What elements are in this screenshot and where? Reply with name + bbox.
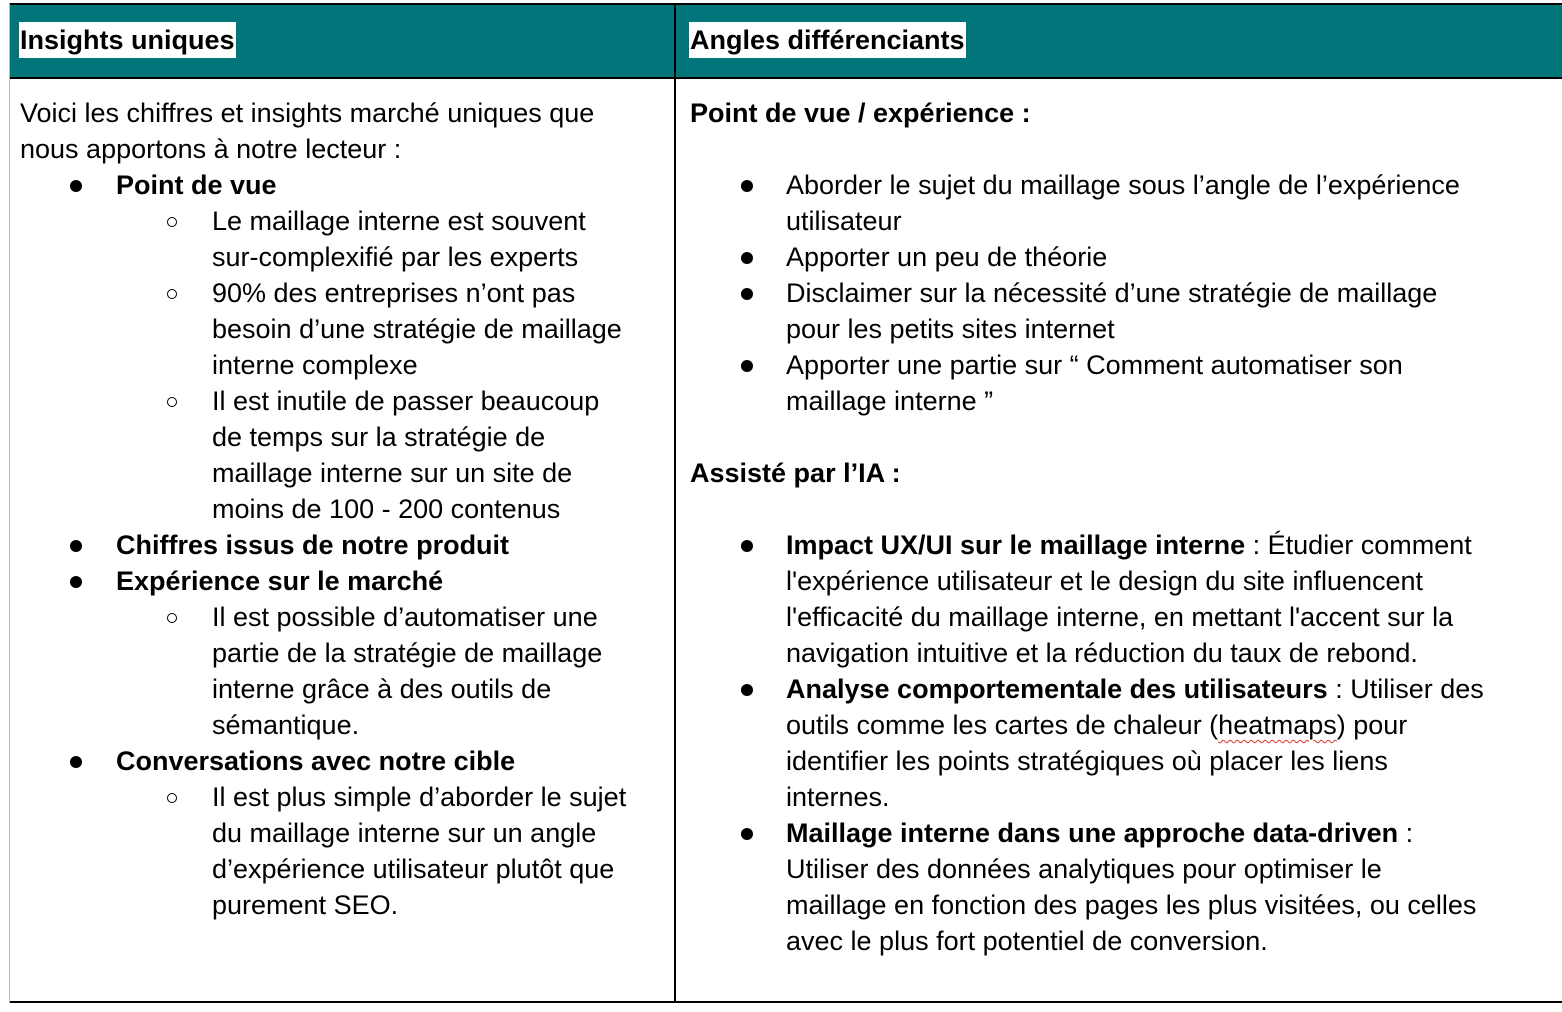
sub-item-line: besoin d’une stratégie de maillage: [212, 314, 622, 344]
bullet-icon: [741, 540, 753, 552]
bullet-icon: [70, 576, 82, 588]
item-bold-label: Analyse comportementale des utilisateurs: [786, 674, 1328, 704]
sub-item-line: moins de 100 - 200 contenus: [212, 494, 561, 524]
sub-item-line: d’expérience utilisateur plutôt que: [212, 854, 615, 884]
table-border-top: [9, 3, 1562, 5]
list-item-line: [786, 527, 1472, 563]
list-item-line: pour les petits sites internet: [786, 314, 1115, 344]
bullet-icon: [70, 756, 82, 768]
list-item-line: Aborder le sujet du maillage sous l’angle de l’expérience: [786, 170, 1460, 200]
list-item-line: internes.: [786, 782, 890, 812]
list-item-line: Apporter une partie sur “ Comment automatiser son: [786, 350, 1403, 380]
list-item-chiffres: Chiffres issus de notre produit: [116, 530, 510, 560]
bullet-icon: [741, 288, 753, 300]
section-title-point-de-vue: Point de vue / expérience :: [690, 98, 1031, 128]
bullet-icon: [70, 180, 82, 192]
bullet-icon: [741, 252, 753, 264]
sub-item-line: maillage interne sur un site de: [212, 458, 573, 488]
cell-angles-differenciants: [676, 79, 1562, 1001]
list-item-line: navigation intuitive et la réduction du taux de rebond.: [786, 638, 1418, 668]
list-item-line: Apporter un peu de théorie: [786, 242, 1108, 272]
spellcheck-word[interactable]: heatmaps: [1218, 710, 1337, 740]
item-text: :: [1398, 818, 1414, 848]
bullet-icon: [741, 180, 753, 192]
list-item-line: [786, 671, 1484, 707]
sub-item-line: sur-complexifié par les experts: [212, 242, 579, 272]
list-item-line: Utiliser des données analytiques pour optimiser le: [786, 854, 1382, 884]
item-text: outils comme les cartes de chaleur (: [786, 710, 1219, 740]
sub-item-line: 90% des entreprises n’ont pas: [212, 278, 576, 308]
bullet-icon: [70, 540, 82, 552]
sub-item-line: purement SEO.: [212, 890, 399, 920]
intro-line-2: nous apportons à notre lecteur :: [20, 134, 402, 164]
header-cell-insights: [9, 3, 675, 78]
cell-insights-uniques: [10, 79, 674, 1001]
item-text: : Étudier comment: [1245, 530, 1472, 560]
sub-item-line: partie de la stratégie de maillage: [212, 638, 603, 668]
item-text: : Utiliser des: [1327, 674, 1484, 704]
list-item-experience-marche: Expérience sur le marché: [116, 566, 444, 596]
list-item-line: avec le plus fort potentiel de conversion.: [786, 926, 1268, 956]
list-item-line: maillage en fonction des pages les plus visitées, ou celles: [786, 890, 1477, 920]
list-item-line: l'expérience utilisateur et le design du site influencent: [786, 566, 1424, 596]
header-insights-uniques: Insights uniques: [19, 22, 236, 58]
bullet-icon: [741, 360, 753, 372]
sub-item-line: Il est possible d’automatiser une: [212, 602, 598, 632]
circle-bullet-icon: [167, 217, 177, 227]
table-border-bottom: [9, 1001, 1562, 1003]
circle-bullet-icon: [167, 793, 177, 803]
list-item-line: maillage interne ”: [786, 386, 994, 416]
list-item-conversations: Conversations avec notre cible: [116, 746, 516, 776]
sub-item-line: de temps sur la stratégie de: [212, 422, 546, 452]
sub-item-line: Il est inutile de passer beaucoup: [212, 386, 600, 416]
list-item-line: [786, 707, 1407, 743]
bullet-icon: [741, 828, 753, 840]
list-item-line: Disclaimer sur la nécessité d’une stratégie de maillage: [786, 278, 1438, 308]
circle-bullet-icon: [167, 289, 177, 299]
section-title-assiste-ia: Assisté par l’IA :: [690, 458, 901, 488]
list-item-line: utilisateur: [786, 206, 902, 236]
bullet-icon: [741, 684, 753, 696]
header-cell-angles: [675, 3, 1562, 78]
sub-item-line: interne complexe: [212, 350, 418, 380]
header-angles-differenciants: Angles différenciants: [689, 22, 966, 58]
item-bold-label: Impact UX/UI sur le maillage interne: [786, 530, 1246, 560]
item-text: ) pour: [1336, 710, 1408, 740]
list-item-line: [786, 815, 1413, 851]
intro-line-1: Voici les chiffres et insights marché uniques que: [20, 98, 595, 128]
circle-bullet-icon: [167, 613, 177, 623]
sub-item-line: sémantique.: [212, 710, 360, 740]
list-item-line: identifier les points stratégiques où placer les liens: [786, 746, 1388, 776]
circle-bullet-icon: [167, 397, 177, 407]
sub-item-line: du maillage interne sur un angle: [212, 818, 597, 848]
sub-item-line: Le maillage interne est souvent: [212, 206, 586, 236]
sub-item-line: Il est plus simple d’aborder le sujet: [212, 782, 627, 812]
sub-item-line: interne grâce à des outils de: [212, 674, 552, 704]
list-item-line: l'efficacité du maillage interne, en mettant l'accent sur la: [786, 602, 1454, 632]
list-item-point-de-vue: Point de vue: [116, 170, 277, 200]
item-bold-label: Maillage interne dans une approche data-driven: [786, 818, 1399, 848]
